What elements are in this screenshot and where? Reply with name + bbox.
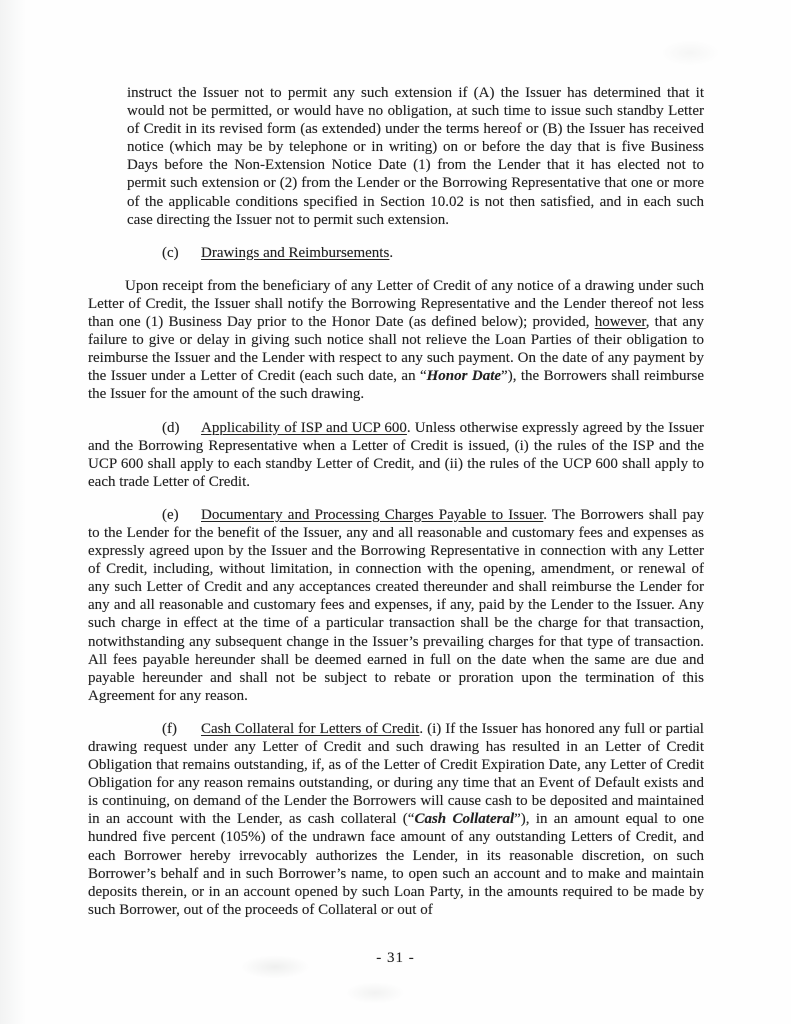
scan-smudge (660, 40, 720, 66)
section-d-paragraph (88, 419, 704, 491)
section-e-body-text: . The Borrowers shall pay to the Lender for the benefit of the Issuer, any and all reasonable and customary fees and expenses as expressly agreed upon by the Issuer and the Borrowing Representative in connection with any Letter of Credit, including, without limitation, in connection with the opening, amendment, or renewal of any such Letter of Credit and any acceptances created thereunder and shall reimburse the Lender for any and all reasonable and customary fees and expenses, if any, paid by the Lender to the Issuer. Any such charge in effect at the time of a particular transaction shall be the charge for that transaction, notwithstanding any subsequent change in the Issuer’s prevailing charges for that type of transaction. All fees payable hereunder shall be deemed earned in full on the date when the same are due and payable hereunder and shall not be subject to rebate or proration upon the termination of this Agreement for any reason. (88, 506, 704, 704)
section-f-heading: Cash Collateral for Letters of Credit (201, 720, 420, 737)
section-c-heading-period: . (389, 244, 394, 261)
section-f-label: (f) (162, 720, 177, 737)
section-d-label: (d) (162, 419, 180, 436)
section-f-body-text: . (i) If the Issuer has honored any full or partial drawing request under any Letter of Credit and such drawing has resulted in an Letter of Credit Obligation that remains outstanding, if, as of the Letter of Credit Expiration Date, any Letter of Credit Obligation for any reason remains outstanding, or during any time that an Event of Default exists and is continuing, on demand of the Lender the Borrowers will cause cash to be deposited and maintained in an account with the Lender, as cash collateral (“Cash Collateral”), in an amount equal to one hundred five percent (105%) of the undrawn face amount of any outstanding Letters of Credit, and each Borrower hereby irrevocably authorizes the Lender, in its reasonable discretion, on such Borrower’s behalf and in such Borrower’s name, to open such an account and to make and maintain deposits therein, or in an account opened by such Loan Party, in the amounts required to be made by such Borrower, out of the proceeds of Collateral or out of (88, 720, 704, 918)
document-text-block (88, 84, 704, 934)
continuation-paragraph: instruct the Issuer not to permit any such extension if (A) the Issuer has determined that it would not be permitted, or would have no obligation, at such time to issue such standby Letter of Credit in its revised form (as extended) under the terms hereof or (B) the Issuer has received notice (which may be by telephone or in writing) on or before the day that is five Business Days before the Non-Extension Notice Date (1) from the Lender that it has elected not to permit such extension or (2) from the Lender or the Borrowing Representative that one or more of the applicable conditions specified in Section 10.02 is not then satisfied, and in each such case directing the Issuer not to permit such extension. (127, 85, 704, 228)
section-c-heading-line (88, 244, 704, 262)
section-c-body-paragraph: Upon receipt from the beneficiary of any Letter of Credit of any notice of a drawing under such Letter of Credit, the Issuer shall notify the Borrowing Representative and the Lender thereof not less than one (1) Business Day prior to the Honor Date (as defined below); provided, however, that any failure to give or delay in giving such notice shall not relieve the Loan Parties of their obligation to reimburse the Issuer and the Lender with respect to any such payment. On the date of any payment by the Issuer under a Letter of Credit (each such date, an “Honor Date”), the Borrowers shall reimburse the Issuer for the amount of the such drawing. (88, 277, 704, 403)
scan-smudge (345, 982, 405, 1004)
section-e-paragraph (88, 506, 704, 705)
section-f-paragraph (88, 720, 704, 919)
scan-edge-shading (0, 0, 26, 1024)
section-c-label: (c) (162, 244, 179, 261)
section-e-label: (e) (162, 506, 179, 523)
page-number: - 31 - (376, 950, 415, 966)
section-c-heading: Drawings and Reimbursements (201, 244, 390, 261)
section-d-heading: Applicability of ISP and UCP 600 (201, 419, 407, 436)
section-e-heading: Documentary and Processing Charges Payable to Issuer (201, 506, 544, 523)
section-d-body-text: . Unless otherwise expressly agreed by the Issuer and the Borrowing Representative when a Letter of Credit is issued, (i) the rules of the ISP and the UCP 600 shall apply to each standby Letter of Credit, and (ii) the rules of the UCP 600 shall apply to each trade Letter of Credit. (88, 419, 704, 490)
